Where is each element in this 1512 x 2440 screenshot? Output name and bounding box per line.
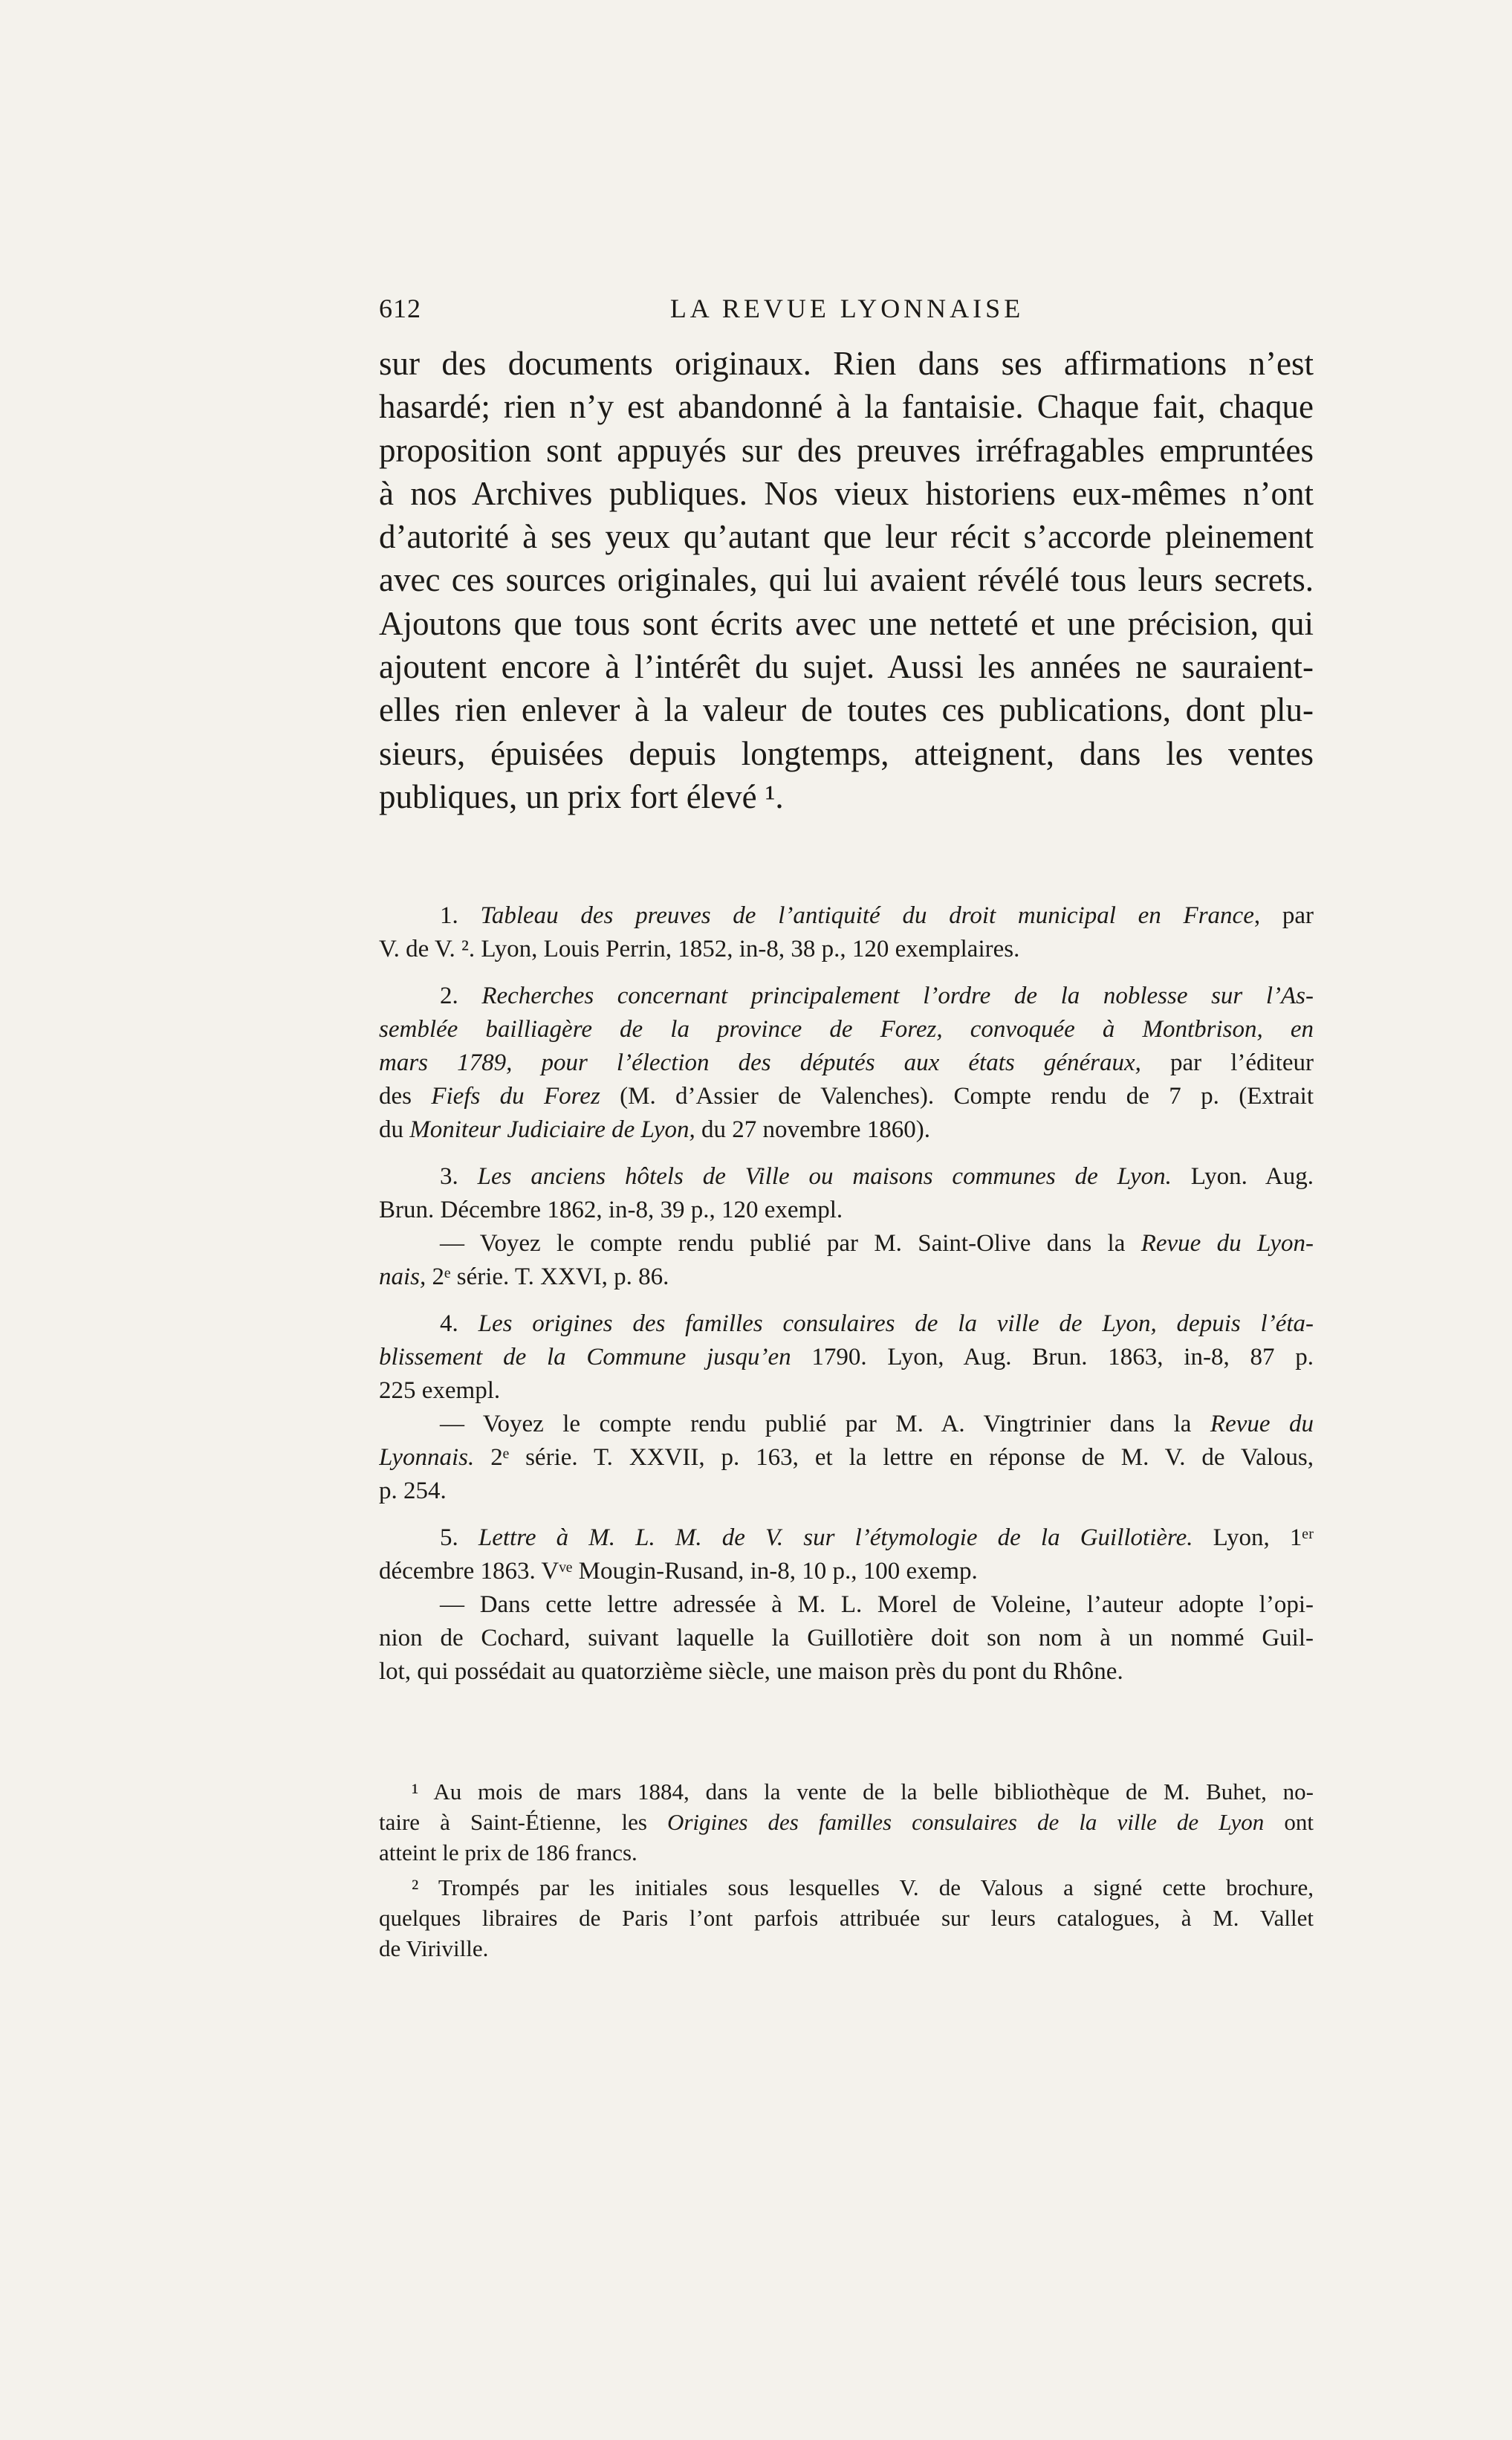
work-title: Lettre à M. L. M. de V. sur l’étymologie de la Guillotière. xyxy=(478,1524,1193,1551)
work-title: Les origines des familles consulaires de la ville de Lyon, depuis l’éta- xyxy=(478,1310,1314,1337)
work-title: nais, xyxy=(379,1263,426,1290)
note-line: p. 254. xyxy=(379,1478,447,1504)
note-line: décembre 1863. Vᵛᵉ Mougin-Rusand, in-8, 10 p., 100 exemp. xyxy=(379,1558,978,1585)
note-line xyxy=(379,1341,1314,1374)
note-line xyxy=(379,1521,1314,1555)
note-line xyxy=(379,1307,1314,1341)
note-text: Lyon. Aug. xyxy=(1171,1163,1314,1190)
footnote-line: quelques libraires de Paris l’ont parfois attribuée sur leurs catalogues, à M. Vallet xyxy=(379,1905,1314,1931)
footnotes xyxy=(379,1776,1314,1968)
page-number: 612 xyxy=(379,294,421,323)
note-line xyxy=(379,1261,1314,1294)
body-line: publiques, un prix fort élevé ¹. xyxy=(379,777,784,815)
journal-title: LA REVUE LYONNAISE xyxy=(669,294,1025,323)
footnote-line: ² Trompés par les initiales sous lesquelles V. de Valous a signé cette brochure, xyxy=(412,1874,1314,1900)
note-line xyxy=(379,1160,1314,1194)
note-line xyxy=(379,1227,1314,1261)
note-text: par l’éditeur xyxy=(1141,1049,1314,1076)
note-number: 5. xyxy=(440,1524,458,1551)
bibliography-notes xyxy=(379,899,1314,1702)
work-title: Tableau des preuves de l’antiquité du droit municipal en France xyxy=(480,902,1254,929)
work-title: Lyonnais. xyxy=(379,1444,475,1471)
note-line xyxy=(379,899,1314,933)
work-title: semblée bailliagère de la province de Forez, convoquée à Montbrison, en xyxy=(379,1016,1314,1043)
note-4 xyxy=(379,1307,1314,1508)
footnote-line: ¹ Au mois de mars 1884, dans la vente de la belle bibliothèque de M. Buhet, no- xyxy=(412,1779,1314,1805)
note-line xyxy=(379,1441,1314,1475)
footnote-text: taire à Saint-Étienne, les xyxy=(379,1809,667,1835)
work-title: blissement de la Commune jusqu’en xyxy=(379,1344,791,1371)
work-title: Revue du Lyon- xyxy=(1141,1230,1314,1257)
work-title: Moniteur Judiciaire de Lyon, xyxy=(409,1116,695,1143)
body-line: Ajoutons que tous sont écrits avec une netteté et une précision, qui xyxy=(379,604,1314,642)
body-line: avec ces sources originales, qui lui avaient révélé tous leurs secrets. xyxy=(379,561,1314,599)
work-title: Les anciens hôtels de Ville ou maisons communes de Lyon. xyxy=(477,1163,1172,1190)
note-line: — Dans cette lettre adressée à M. L. Morel de Voleine, l’auteur adopte l’opi- xyxy=(440,1591,1314,1618)
note-1 xyxy=(379,899,1314,966)
note-text: — Voyez le compte rendu publié par M. Saint-Olive dans la xyxy=(440,1230,1141,1257)
note-line: lot, qui possédait au quatorzième siècle, une maison près du pont du Rhône. xyxy=(379,1658,1123,1685)
work-title: mars 1789, pour l’élection des députés aux états généraux, xyxy=(379,1049,1141,1076)
note-line xyxy=(379,1408,1314,1441)
note-5 xyxy=(379,1521,1314,1689)
body-line: ajoutent encore à l’intérêt du sujet. Aussi les années ne sauraient- xyxy=(379,648,1314,686)
note-line: V. de V. ². Lyon, Louis Perrin, 1852, in-8, 38 p., 120 exemplaires. xyxy=(379,936,1020,962)
note-line: Brun. Décembre 1862, in-8, 39 p., 120 exempl. xyxy=(379,1197,843,1223)
footnote-1 xyxy=(379,1776,1314,1868)
work-title: Fiefs du Forez xyxy=(431,1083,600,1110)
body-line: d’autorité à ses yeux qu’autant que leur récit s’accorde pleinement xyxy=(379,518,1314,556)
body-line: à nos Archives publiques. Nos vieux historiens eux-mêmes n’ont xyxy=(379,474,1314,512)
note-number: 2. xyxy=(440,983,458,1009)
footnote-line: de Viriville. xyxy=(379,1935,489,1961)
note-text: 2ᵉ série. T. XXVI, p. 86. xyxy=(426,1263,669,1290)
note-number: 4. xyxy=(440,1310,458,1337)
note-line xyxy=(379,1046,1314,1080)
note-number: 3. xyxy=(440,1163,458,1190)
footnote-2 xyxy=(379,1872,1314,1964)
note-text: Lyon, 1ᵉʳ xyxy=(1193,1524,1314,1551)
footnote-line xyxy=(379,1807,1314,1837)
note-line xyxy=(379,1013,1314,1046)
body-line: sur des documents originaux. Rien dans ses affirmations n’est xyxy=(379,345,1314,382)
note-text: des xyxy=(379,1083,432,1110)
main-paragraph xyxy=(379,342,1314,818)
work-title: Revue du xyxy=(1210,1411,1314,1437)
note-line xyxy=(379,980,1314,1013)
note-text: 1790. Lyon, Aug. Brun. 1863, in-8, 87 p. xyxy=(791,1344,1314,1371)
note-number: 1. xyxy=(440,902,458,929)
note-text: — Voyez le compte rendu publié par M. A. Vingtrinier dans la xyxy=(440,1411,1210,1437)
note-line: nion de Cochard, suivant laquelle la Guillotière doit son nom à un nommé Guil- xyxy=(379,1625,1314,1651)
note-line: 225 exempl. xyxy=(379,1377,501,1404)
note-text: , par xyxy=(1253,902,1314,929)
note-2 xyxy=(379,980,1314,1147)
body-line: proposition sont appuyés sur des preuves irréfragables empruntées xyxy=(379,431,1314,469)
footnote-text: ont xyxy=(1264,1809,1314,1835)
note-text: (M. d’Assier de Valenches). Compte rendu de 7 p. (Extrait xyxy=(600,1083,1314,1110)
note-line xyxy=(379,1080,1314,1113)
work-title: Recherches concernant principalement l’ordre de la noblesse sur l’As- xyxy=(481,983,1314,1009)
note-text: du xyxy=(379,1116,410,1143)
body-line: sieurs, épuisées depuis longtemps, atteignent, dans les ventes xyxy=(379,734,1314,772)
body-line: elles rien enlever à la valeur de toutes ces publications, dont plu- xyxy=(379,691,1314,729)
note-3 xyxy=(379,1160,1314,1294)
note-text: 2ᵉ série. T. XXVII, p. 163, et la lettre en réponse de M. V. de Valous, xyxy=(474,1444,1314,1471)
work-title: Origines des familles consulaires de la ville de Lyon xyxy=(666,1809,1265,1835)
note-line xyxy=(379,1113,1314,1147)
note-text: du 27 novembre 1860). xyxy=(695,1116,930,1143)
running-head xyxy=(379,293,1315,329)
footnote-line: atteint le prix de 186 francs. xyxy=(379,1839,637,1865)
body-line: hasardé; rien n’y est abandonné à la fantaisie. Chaque fait, chaque xyxy=(379,388,1314,426)
